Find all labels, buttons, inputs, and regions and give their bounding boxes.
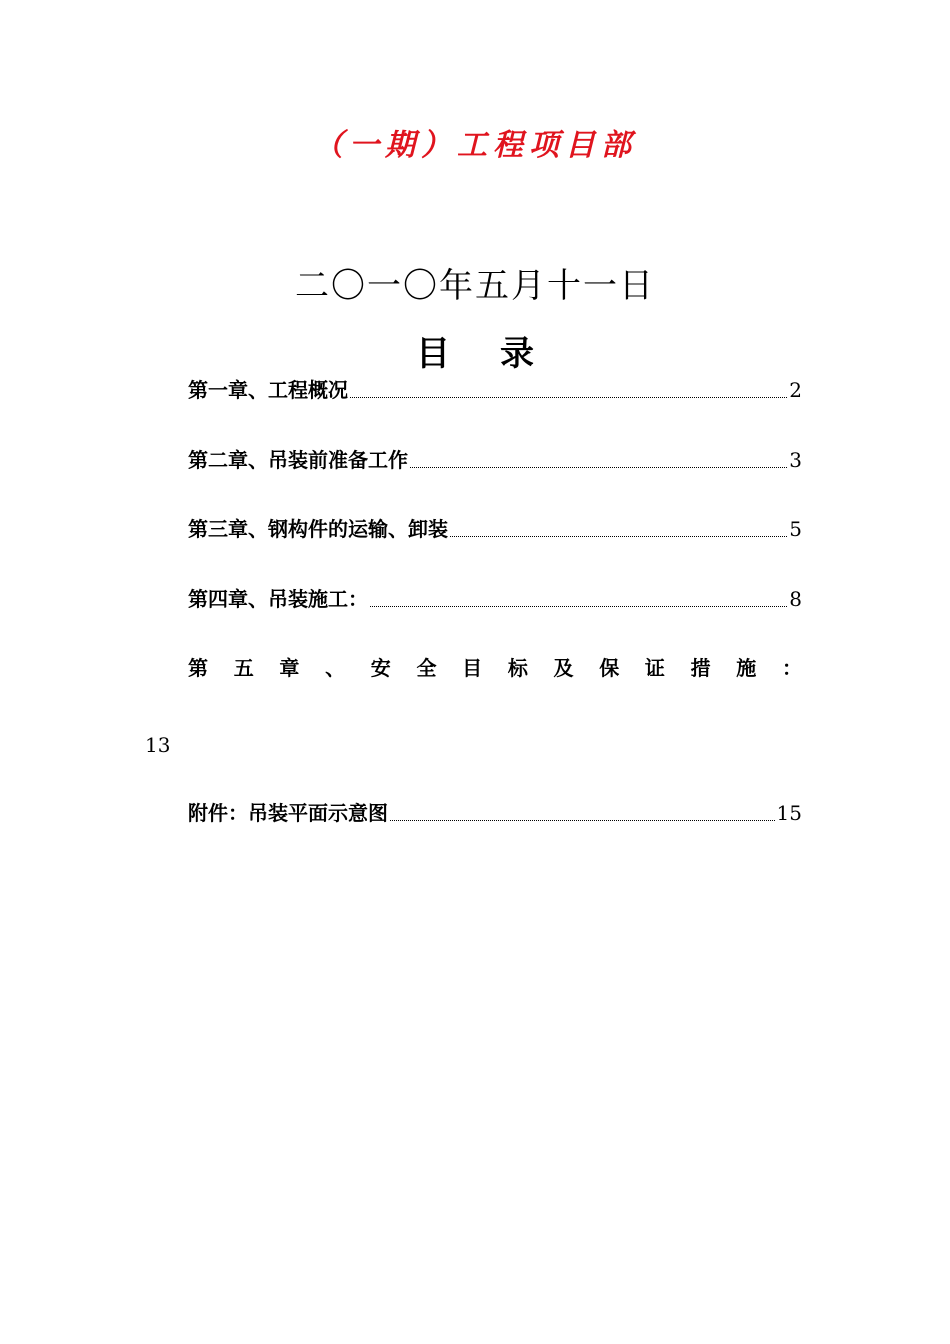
org-title: （一期）工程项目部 — [313, 128, 637, 163]
toc-entry-char: 章 — [279, 656, 300, 680]
toc-entry-char: 安 — [370, 656, 391, 680]
toc-dot-leader — [350, 396, 787, 398]
toc-entry-chapter-3[interactable] — [188, 515, 802, 543]
toc-entry-char: 施 — [736, 656, 757, 680]
toc-entry-char: ： — [781, 656, 802, 680]
date-line: 二〇一〇年五月十一日 — [295, 266, 655, 306]
toc-entry-char: 保 — [599, 656, 620, 680]
toc-entry-chapter-2[interactable] — [188, 446, 802, 474]
toc-entry-char: 标 — [507, 656, 528, 680]
toc-entry-label: 第三章、钢构件的运输、卸装 — [188, 517, 448, 541]
toc-entry-page: 3 — [789, 448, 802, 472]
toc-entry-char: 及 — [553, 656, 574, 680]
toc-title-part1: 目 — [416, 334, 450, 374]
toc-entry-chapter-5[interactable] — [188, 654, 802, 682]
toc-dot-leader — [390, 819, 775, 821]
toc-entry-page-wrapped: 13 — [145, 733, 171, 757]
toc-entry-label: 第一章、工程概况 — [188, 378, 348, 402]
toc-entry-appendix[interactable] — [188, 799, 802, 827]
toc-entry-char: 全 — [416, 656, 437, 680]
toc-entry-char: 证 — [644, 656, 665, 680]
toc-entry-label: 附件：吊装平面示意图 — [188, 801, 388, 825]
toc-entry-char: 、 — [325, 656, 346, 680]
toc-entry-chapter-4[interactable] — [188, 585, 802, 613]
toc-dot-leader — [410, 466, 787, 468]
toc-entry-char: 五 — [233, 656, 254, 680]
toc-entry-label: 第二章、吊装前准备工作 — [188, 448, 408, 472]
toc-entry-char: 措 — [690, 656, 711, 680]
toc-dot-leader — [450, 535, 787, 537]
toc-title — [0, 330, 950, 378]
toc-entry-chapter-1[interactable] — [188, 376, 802, 404]
toc-entry-page: 8 — [789, 587, 802, 611]
toc-entry-char: 目 — [462, 656, 483, 680]
toc-dot-leader — [370, 605, 787, 607]
toc-entry-page: 15 — [776, 801, 802, 825]
toc-entry-label: 第四章、吊装施工： — [188, 587, 368, 611]
toc-entry-page: 5 — [789, 517, 802, 541]
toc-entry-page: 2 — [789, 378, 802, 402]
toc-entry-char: 第 — [188, 656, 208, 680]
toc-title-part2: 录 — [500, 334, 534, 374]
